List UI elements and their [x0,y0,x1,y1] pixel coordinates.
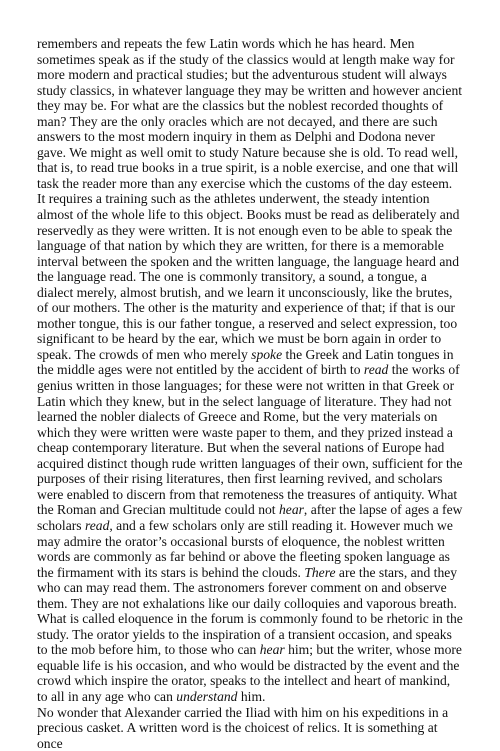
paragraph-text: the Greek and Latin tongues in the middle ages were not entitled by the accident of birth to [37,346,454,378]
emphasized-word: hear [279,502,304,518]
paragraph-text: , and a few scholars only are still reading it. However much we may admire the orator’s occasional bursts of eloquence, the noblest written words are commonly as far behind or above the fleeting spoken language as the firmament with its stars is behind the clouds. [37,517,453,580]
emphasized-word: read [363,362,389,378]
body-paragraph-2 [37,705,463,751]
emphasized-word: read [84,517,110,533]
emphasized-word: understand [176,688,238,704]
paragraph-text: him. [237,688,266,704]
body-paragraph-1 [37,36,463,705]
emphasized-word: There [304,564,336,580]
paragraph-text: the works of genius written in those languages; for these were not written in that Greek or Latin which they knew, but in the select language of literature. They had not learned the nobler dialects of Greece and Rome, but the very materials on which they were written were waste paper to them, and they prized instead a cheap contemporary literature. But when the several nations of Europe had acquired distinct though rude written languages of their own, sufficient for the purposes of their rising literatures, then first learning revived, and scholars were enabled to discern from that remoteness the treasures of antiquity. What the Roman and Grecian multitude could not [37,362,463,518]
emphasized-word: spoke [251,346,283,362]
document-page [37,36,463,751]
paragraph-text: remembers and repeats the few Latin words which he has heard. Men sometimes speak as if the study of the classics would at length make way for more modern and practical studies; but the adventurous student will always study classics, in whatever language they may be written and however ancient they may be. For what are the classics but the noblest recorded thoughts of man? They are the only oracles which are not decayed, and there are such answers to the most modern inquiry in them as Delphi and Dodona never gave. We might as well omit to study Nature because she is old. To read well, that is, to read true books in a true spirit, is a noble exercise, and one that will task the reader more than any exercise which the customs of the day esteem. It requires a training such as the athletes underwent, the steady intention almost of the whole life to this object. Books must be read as deliberately and reservedly as they were written. It is not enough even to be able to speak the language of that nation by which they are written, for there is a memorable interval between the spoken and the written language, the language heard and the language read. The one is commonly transitory, a sound, a tongue, a dialect merely, almost brutish, and we learn it unconsciously, like the brutes, of our mothers. The other is the maturity and experience of that; if that is our mother tongue, this is our father tongue, a reserved and select expression, too significant to be heard by the ear, which we must be born again in order to speak. The crowds of men who merely [37,36,463,362]
emphasized-word: hear [259,642,285,658]
paragraph-text: are the stars, and they who can may read them. The astronomers forever comment on and observe them. They are not exhalations like our daily colloquies and vaporous breath. What is called eloquence in the forum is commonly found to be rhetoric in the study. The orator yields to the inspiration of a transient occasion, and speaks to the mob before him, to those who can [37,564,463,658]
paragraph-text: No wonder that Alexander carried the Iliad with him on his expeditions in a precious casket. A written word is the choicest of relics. It is something at once [37,704,449,751]
paragraph-text: , after the lapse of ages a few scholars [37,502,463,533]
paragraph-text: him; but the writer, whose more equable life is his occasion, and who would be distracted by the event and the crowd which inspire the orator, speaks to the intellect and heart of mankind, to all in any age who can [37,642,462,704]
